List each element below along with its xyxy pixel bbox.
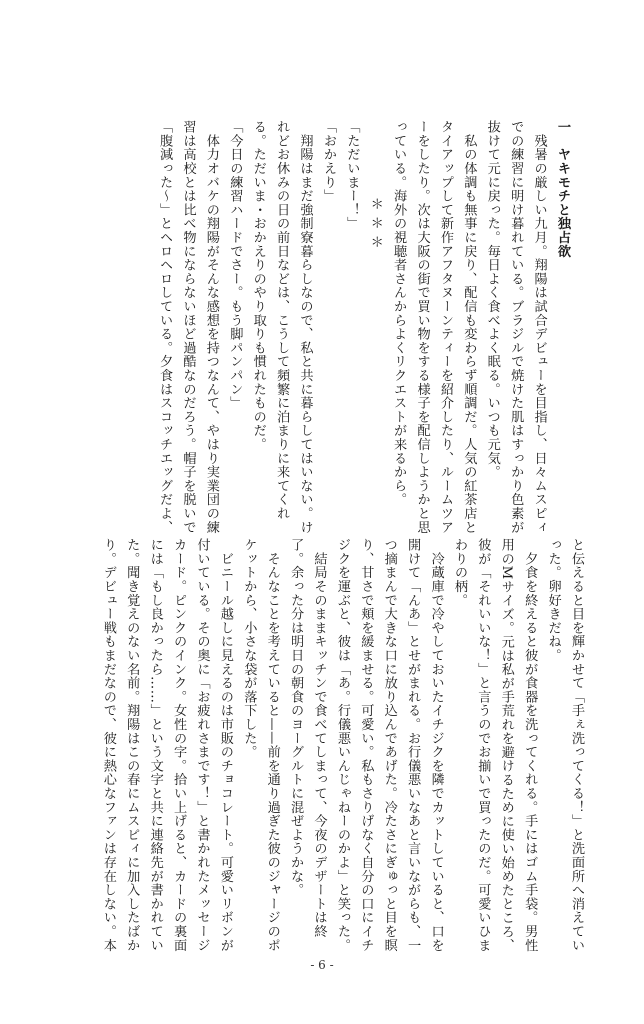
text-line: 冷蔵庫で冷やしておいたイチジクを隣でカットしていると、口を — [428, 538, 444, 952]
text-line: 付いている。その奥に「お疲れさまです！」と書かれたメッセージ — [194, 538, 210, 952]
text-line: っている。海外の視聴者さんからよくリクエストが来るから。 — [391, 120, 407, 507]
top-text-block — [62, 120, 574, 534]
text-line: と伝えると目を輝かせて「手ぇ洗ってくる！」と洗面所へ消えてい — [569, 538, 584, 952]
text-line: 「腹減った〜」とヘロヘロしている。夕食はスコッチエッグだよ、 — [157, 120, 173, 534]
text-line: 残暑の厳しい九月。翔陽は試合デビューを目指し、日々ムスピィ — [531, 120, 547, 534]
text-line: わりの柄。 — [451, 538, 467, 607]
text-line: 了。余った分は明日の朝食のヨーグルトに混ぜようかな。 — [288, 538, 304, 897]
page-number: - 6 - — [310, 958, 334, 972]
text-line: 開けて「んあ」とせがまれる。お行儀悪いなあと言いながらも、一 — [405, 538, 421, 952]
text-line: 「ただいまー！」 — [344, 120, 360, 231]
text-line: 私の体調も無事に戻り、配信も変わらず順調だ。人気の紅茶店と — [461, 120, 477, 534]
text-line: での練習に明け暮れている。ブラジルで焼けた肌はすっかり色素が — [508, 120, 524, 534]
text-line: 夕食を終えると彼が食器を洗ってくれる。手にはゴム手袋。男性 — [522, 538, 538, 952]
text-line: 抜けて元に戻った。毎日よく食べよく眠る。いつも元気。 — [484, 120, 500, 479]
chapter-heading: 一 ヤキモチと独占欲 — [555, 120, 570, 258]
section-separator: ＊＊＊ — [367, 120, 383, 255]
text-line: ーをしたり。次は大阪の街で買い物をする様子を配信しようかと思 — [414, 120, 430, 534]
text-line: そんなことを考えていると——前を通り過ぎた彼のジャージのポ — [264, 538, 280, 952]
text-line: た。聞き覚えのない名前。翔陽はこの春にムスピィに加入したばか — [124, 538, 140, 952]
text-line: り。デビュー戦もまだなので、彼に熱心なファンは存在しない。本 — [100, 538, 116, 952]
text-line: ケットから、小さな袋が落下した。 — [241, 538, 257, 759]
text-line: カード。ピンクのインク。女性の字。拾い上げると、カードの裏面 — [171, 538, 187, 952]
text-line: つ摘まんで大きな口に放り込んであげた。冷たさにぎゅっと目を瞑 — [381, 538, 397, 952]
text-line: り、甘さで頬を緩ませる。可愛い。私もさりげなく自分の口にイチ — [358, 538, 374, 952]
text-line: 「今日の練習ハードでさー。もう脚パンパン」 — [227, 120, 243, 410]
text-line: 彼が「それいいな！」と言うのでお揃いで買ったのだ。可愛いひま — [475, 538, 491, 952]
text-line: 用のMサイズ。元は私が手荒れを避けるために使い始めたところ、 — [498, 538, 514, 953]
text-line: 翔陽はまだ強制寮暮らしなので、私と共に暮らしてはいない。け — [297, 120, 313, 534]
text-line: 習は高校とは比べ物にならないほど過酷なのだろう。帽子を脱いで — [180, 120, 196, 534]
text-line: ビニール越しに見えるのは市販のチョコレート。可愛いリボンが — [217, 538, 233, 952]
bottom-text-block — [58, 538, 588, 953]
text-line: ジクを運ぶと、彼は「あ。行儀悪いんじゃねーのかよ」と笑った。 — [334, 538, 350, 952]
text-line: った。卵好きだね。 — [545, 538, 561, 663]
text-line: る。ただいま・おかえりのやり取りも慣れたものだ。 — [250, 120, 266, 452]
text-line: には「もし良かったら……」という文字と共に連絡先が書かれてい — [147, 538, 163, 952]
text-line: 体力オバケの翔陽がそんな感想を持つなんて、やはり実業団の練 — [203, 120, 219, 534]
text-line: 結局そのままキッチンで食べてしまって、今夜のデザートは終 — [311, 538, 327, 939]
text-line: 「おかえり」 — [320, 120, 336, 203]
text-line: タイアップして新作アフタヌーンティーを紹介したり、ルームツア — [437, 120, 453, 534]
text-line: れどお休みの日の前日などは、こうして頻繁に泊まりに来てくれ — [274, 120, 290, 521]
